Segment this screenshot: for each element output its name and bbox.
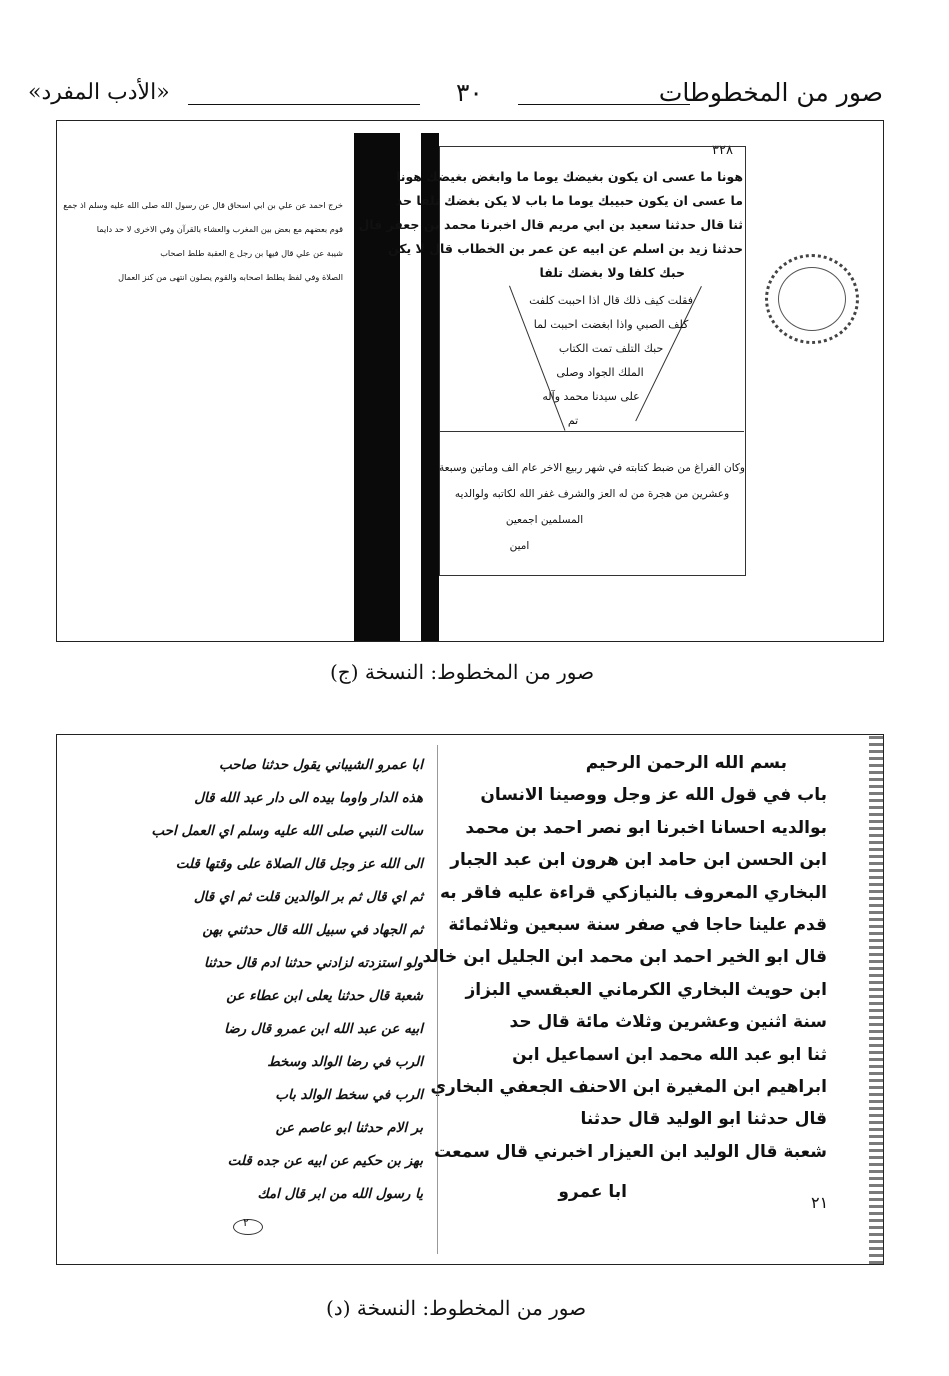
right-page-text: [422, 747, 827, 1209]
text-line: الملك الجواد وصلى: [556, 366, 644, 379]
text-line: حبك التلف تمت الكتاب: [558, 342, 664, 355]
text-line: فقلت كيف ذلك قال اذا احببت كلفت: [529, 294, 693, 307]
text-line: ابن حويث البخاري الكرماني العبقسي البزاز: [465, 979, 827, 1000]
text-line: حدثنا زيد بن اسلم عن ابيه عن عمر بن الخطاب قال لا يكن: [387, 241, 743, 256]
text-line: ابيه عن عبد الله ابن عمرو قال رضا: [224, 1021, 423, 1037]
text-line: هذه الدار واوما بيده الى دار عبد الله قال: [194, 790, 423, 806]
text-line: باب في قول الله عز وجل ووصينا الانسان: [480, 785, 827, 806]
ornament-number: ٢: [243, 1216, 249, 1229]
book-section-title: صور من المخطوطات: [658, 78, 883, 107]
text-line: الرب في رضا الوالد وسخط: [267, 1054, 423, 1070]
funnel-text-block: [529, 289, 693, 433]
text-line: وكان الفراغ من ضبط كتابته في شهر ربيع الاخر عام الف وماتين وسبعة: [439, 462, 745, 474]
text-line: ما عسى ان يكون حبيبك يوما ما باب لا يكن بغضك تلفا حد: [395, 193, 743, 208]
text-line: قال ابو الخير احمد ابن محمد ابن الجليل ابن خالد: [422, 947, 827, 968]
text-line: امين: [509, 540, 530, 552]
text-line: قوم بعضهم مع بعض بين المغرب والعشاء بالقرآن وفي الاخرى لا حد دايما: [96, 224, 343, 234]
manuscript-image-d: [56, 734, 884, 1265]
text-line: شيبة عن علي قال فيها بن رجل ع العقبة طلط اصحاب: [160, 248, 343, 258]
text-line: تم: [567, 414, 579, 427]
left-page-text: [151, 749, 423, 1211]
margin-note: [63, 193, 343, 289]
text-line: خرج احمد عن علي بن ابي اسحاق قال عن رسول الله صلى الله عليه وسلم اذ جمع: [63, 200, 343, 210]
text-line: شعبة قال حدثنا يعلى ابن عطاء عن: [226, 988, 423, 1004]
text-line: وعشرين من هجرة من له العز والشرف غفر الله لكاتبه ولوالديه: [454, 488, 730, 500]
ownership-seal: [765, 254, 859, 344]
book-title: «الأدب المفرد»: [28, 80, 170, 105]
text-line: ولو استزدته لزادني حدثنا ادم قال حدثنا: [204, 955, 423, 971]
caption-d: صور من المخطوط: النسخة (د): [326, 1296, 587, 1320]
text-line: يا رسول الله من ابر قال امك: [257, 1186, 423, 1202]
page-number: ٣٠: [456, 78, 483, 107]
text-line: ثم الجهاد في سبيل الله قال حدثني بهن: [202, 922, 423, 938]
text-line: ثنا ابو عبد الله محمد ابن اسماعيل ابن: [512, 1044, 827, 1065]
text-line: المسلمين اجمعين: [505, 514, 584, 526]
text-line: ابا عمرو: [558, 1182, 627, 1203]
text-line: هونا ما عسى ان يكون بغيضك يوما ما وابغض بغيضك هونا: [396, 169, 743, 184]
colophon-text: [439, 455, 745, 559]
text-line: قدم علينا حاجا في صفر سنة سبعين وثلاثمائة: [448, 915, 827, 936]
page-edge: [869, 735, 883, 1264]
caption-j: صور من المخطوط: النسخة (ج): [330, 660, 595, 684]
text-line: البخاري المعروف بالنيازكي قراءة عليه فاقر به: [439, 882, 827, 903]
text-line: الى الله عز وجل قال الصلاة على وقتها قلت: [175, 856, 423, 872]
text-line: بهز بن حكيم عن ابيه عن جده قلت: [227, 1153, 423, 1169]
text-line: ابن الحسن ابن حامد ابن هرون ابن عبد الجبار: [450, 850, 827, 871]
text-line: بسم الله الرحمن الرحيم: [585, 753, 787, 773]
text-line: الصلاة وفي لفظ يطلط اصحابه والقوم يصلون انتهى من كنز العمال: [118, 272, 343, 282]
text-line: على سيدنا محمد وآله: [542, 390, 640, 403]
header-rule-left: [188, 104, 420, 105]
page-ornament: [233, 1216, 263, 1235]
text-line: ابا عمرو الشيباني يقول حدثنا صاحب: [218, 757, 423, 773]
text-line: كلف الصبي واذا ابغضت احببت لما: [533, 318, 689, 331]
header-rule-right: [518, 104, 690, 105]
text-line: سنة اثنين وعشرين وثلاث مائة قال حد: [509, 1012, 827, 1033]
text-line: حبك كلفا ولا بغضك تلفا: [539, 265, 685, 280]
manuscript-image-j: [56, 120, 884, 642]
text-line: ثم اي قال ثم بر الوالدين قلت ثم اي قال: [193, 889, 423, 905]
text-line: شعبة قال الوليد ابن العيزار اخبرني قال سمعت: [434, 1141, 827, 1162]
text-line: سالت النبي صلى الله عليه وسلم اي العمل احب: [151, 823, 423, 839]
text-line: ثنا قال حدثنا سعيد بن ابي مريم قال اخبرنا محمد بن جعفر قال: [358, 217, 743, 232]
text-line: الرب في سخط الوالد باب: [275, 1087, 423, 1103]
text-line: بر الام حدثنا ابو عاصم عن: [275, 1120, 423, 1136]
manuscript-page-number: ٢١: [811, 1193, 829, 1212]
main-text-block: [358, 165, 743, 285]
text-line: ابراهيم ابن المغيرة ابن الاحنف الجعفي البخاري: [430, 1077, 827, 1098]
page-header: [28, 78, 883, 118]
text-line: بوالديه احسانا اخبرنا ابو نصر احمد بن محمد: [465, 817, 827, 838]
folio-number: ٣٢٨: [712, 143, 733, 158]
text-line: قال حدثنا ابو الوليد قال حدثنا: [580, 1109, 827, 1130]
